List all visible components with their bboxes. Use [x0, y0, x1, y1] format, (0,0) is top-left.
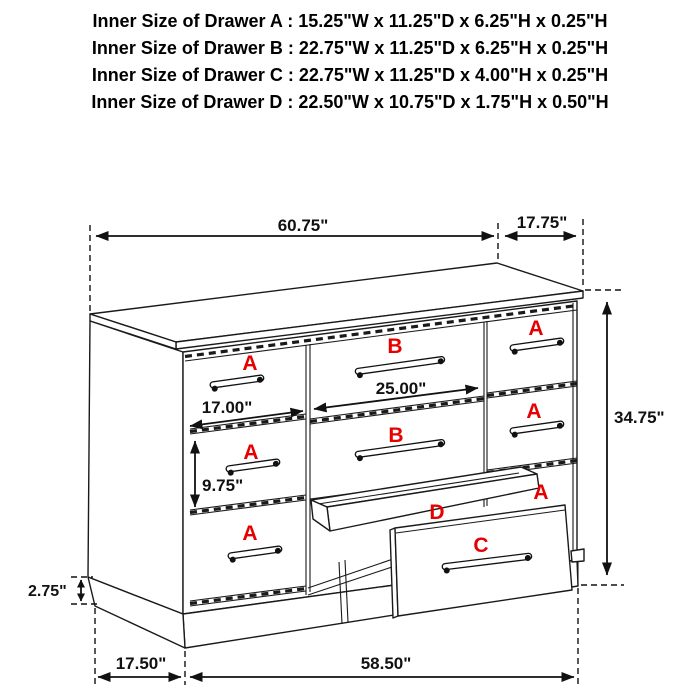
spec-line-drawer-c: Inner Size of Drawer C : 22.75"W x 11.25"D x 4.00"H x 0.25"H: [91, 65, 609, 85]
dimension-overall-height: [607, 302, 665, 575]
dimension-label-base-height: 2.75": [28, 583, 67, 600]
spec-line-drawer-a: Inner Size of Drawer A : 15.25"W x 11.25"D x 6.25"H x 0.25"H: [92, 11, 608, 31]
drawer-letter-center-middle: B: [388, 424, 404, 447]
dimension-label-base-depth: 17.50": [115, 654, 167, 673]
dimension-base-width: [190, 654, 574, 677]
dimension-label-center-drawer-width: 25.00": [375, 379, 427, 398]
drawer-letter-right-bottom: A: [533, 481, 549, 504]
spec-line-drawer-d: Inner Size of Drawer D : 22.50"W x 10.75"D x 1.75"H x 0.50"H: [91, 92, 609, 112]
drawer-letter-center-top: B: [387, 335, 403, 358]
dimension-base-height: [28, 580, 81, 601]
drawer-letter-left-top: A: [242, 352, 258, 375]
dimension-label-side-drawer-width: 17.00": [201, 398, 253, 417]
drawer-letter-right-top: A: [528, 317, 544, 340]
drawer-letter-left-middle: A: [243, 441, 259, 464]
drawer-letter-left-bottom: A: [242, 522, 258, 545]
dimension-label-overall-height: 34.75": [614, 408, 665, 427]
dimension-top-width: [96, 216, 494, 236]
drawer-letter-tray-d: D: [429, 501, 445, 524]
cabinet-left-side: [88, 321, 183, 614]
dimension-top-depth: [505, 213, 576, 236]
spec-line-drawer-b: Inner Size of Drawer B : 22.75"W x 11.25"D x 6.25"H x 0.25"H: [91, 38, 609, 58]
dimension-label-top-depth: 17.75": [516, 213, 568, 232]
dimension-base-depth: [98, 654, 181, 677]
drawer-letter-c: C: [473, 534, 489, 557]
right-front-foot: [571, 549, 584, 562]
dimension-label-base-width: 58.50": [360, 654, 412, 673]
dimension-label-side-drawer-height: 9.75": [202, 476, 244, 495]
drawer-letter-right-middle: A: [526, 400, 542, 423]
dimension-label-top-width: 60.75": [277, 216, 329, 235]
